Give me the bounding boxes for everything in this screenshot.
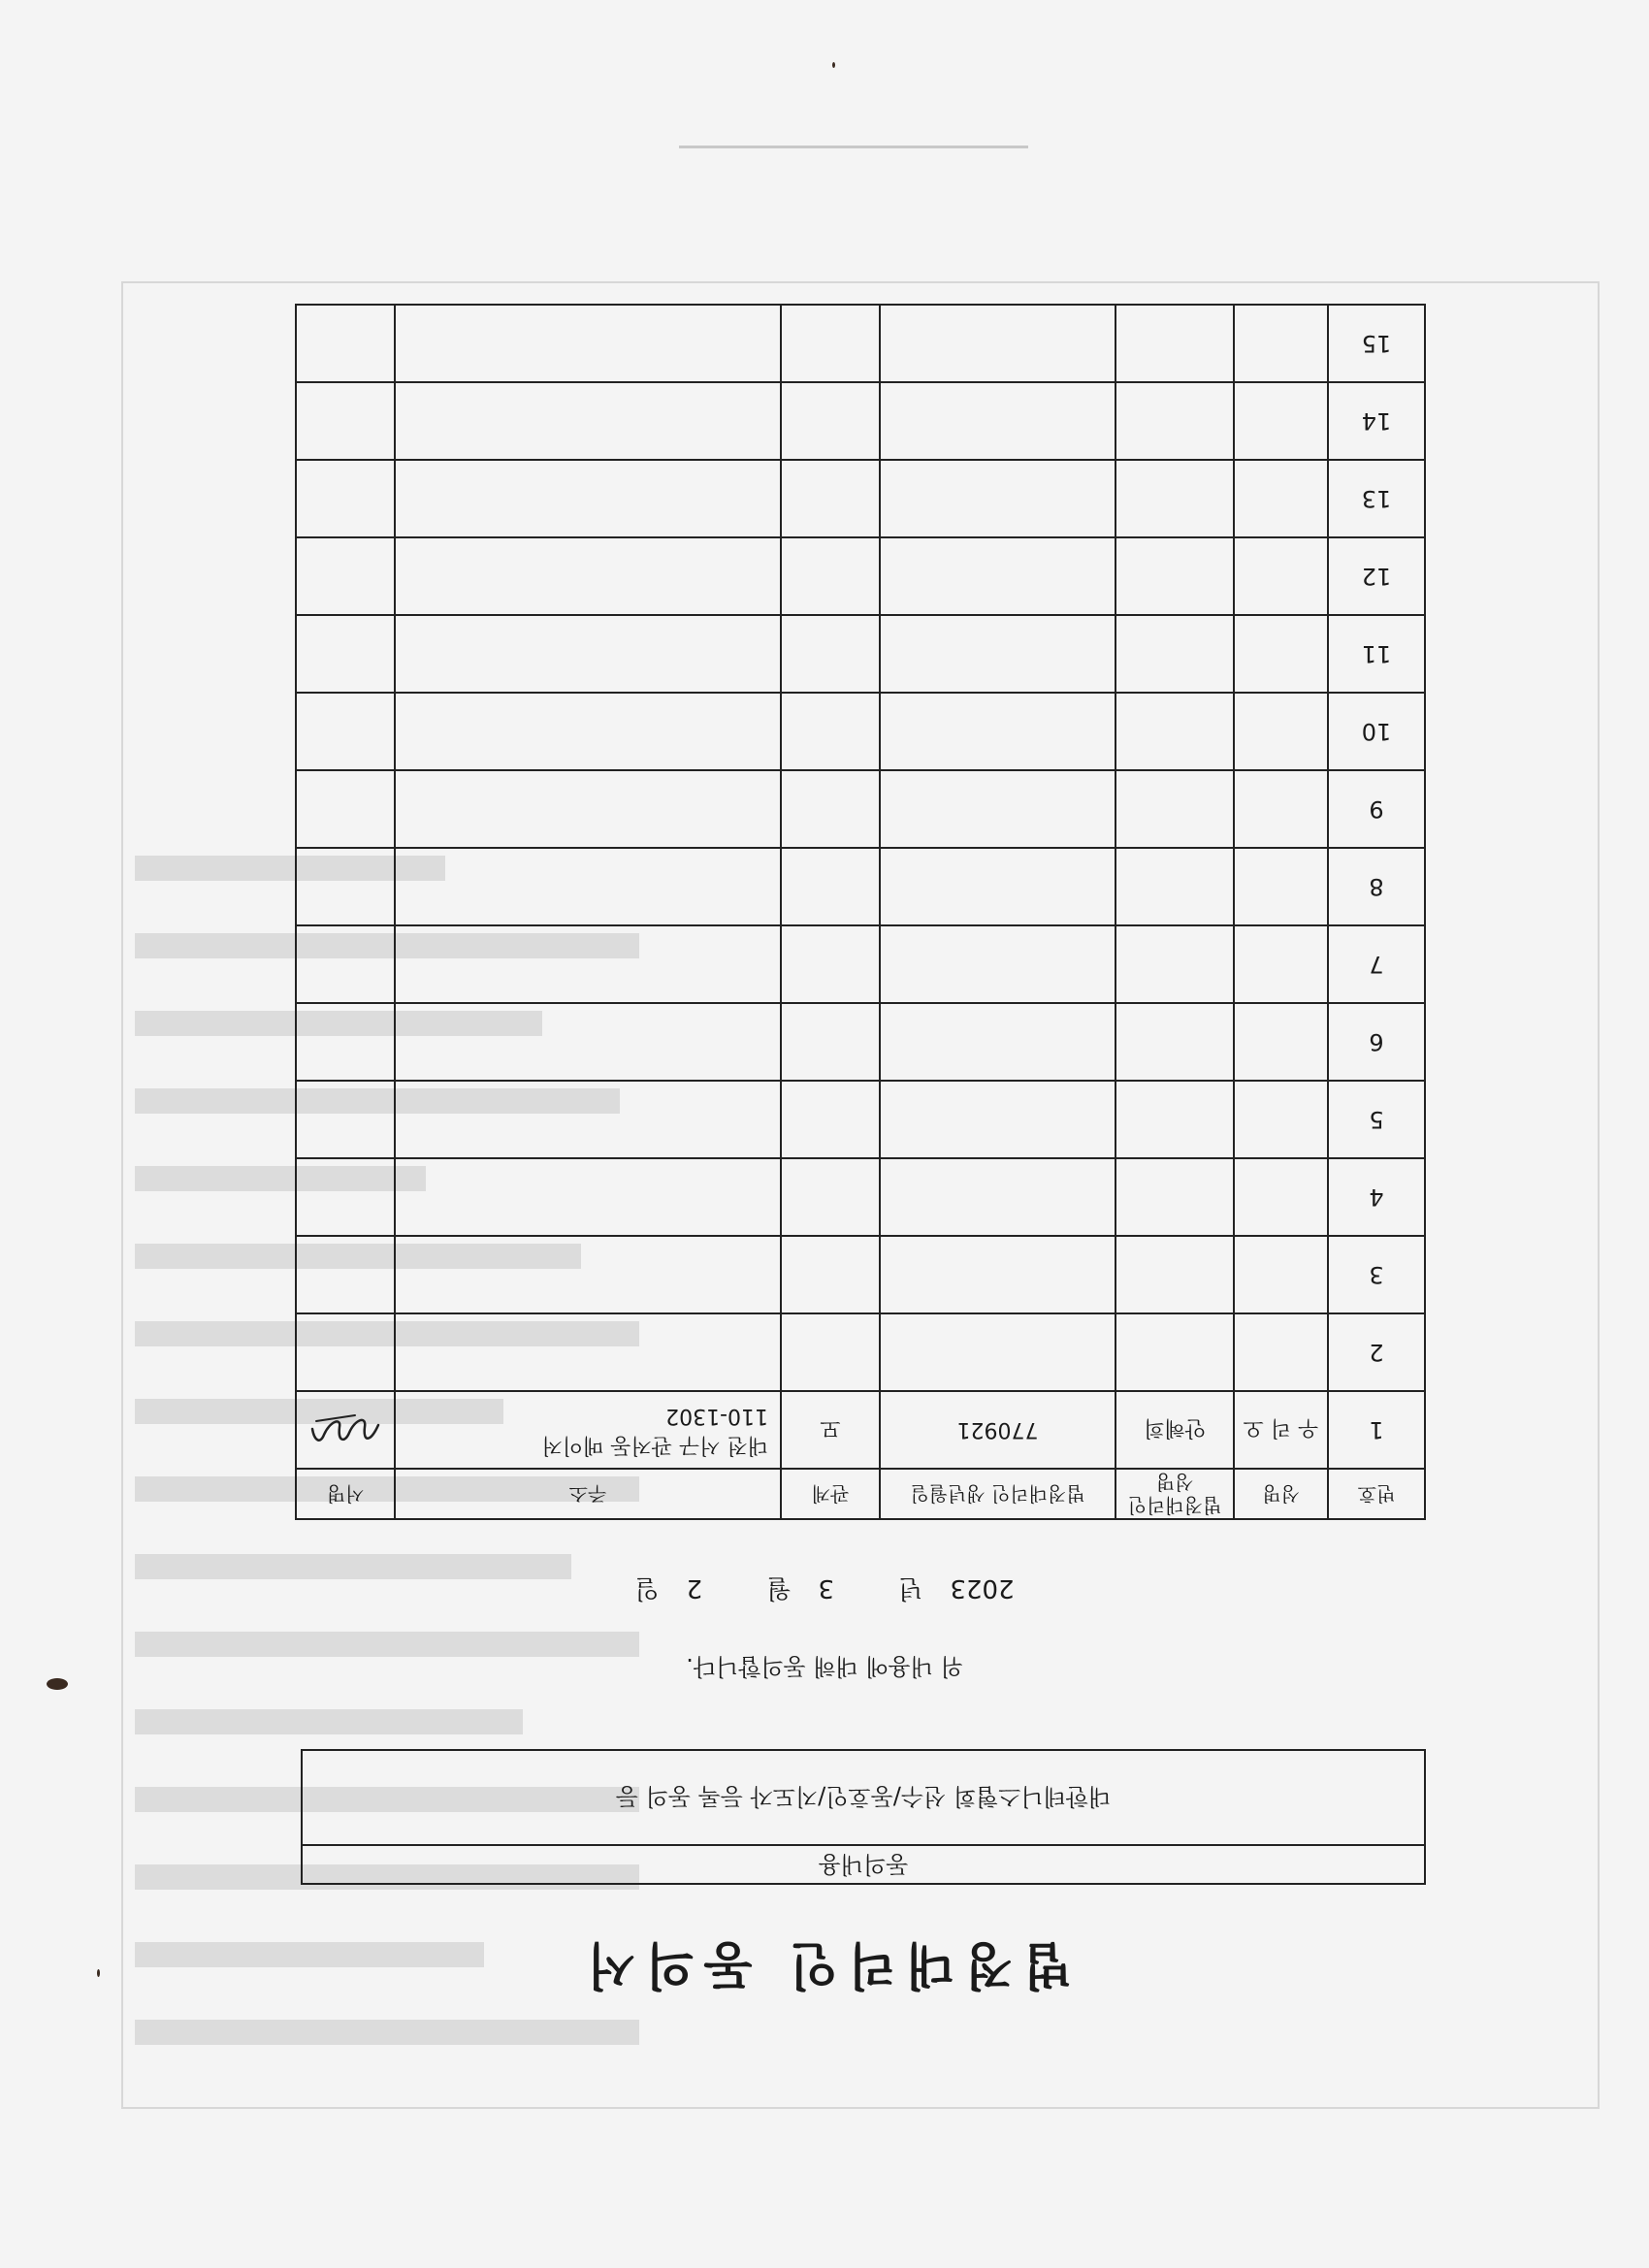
guardian-table [295,304,1426,1520]
scan-speck [97,1969,100,1977]
date-day: 2 [686,1573,703,1603]
row-no: 7 [1328,925,1425,1003]
table-row [296,1081,1425,1158]
header-name: 성명 [1234,1469,1328,1519]
scan-speck [832,62,835,68]
row-no: 9 [1328,770,1425,848]
row-guardian-birth: 770921 [880,1391,1116,1469]
row-name: 우 리 오 [1234,1391,1328,1469]
header-address: 주소 [395,1469,781,1519]
row-no: 1 [1328,1391,1425,1469]
table-row [296,1158,1425,1236]
table-row [296,615,1425,693]
consent-text: 대한테니스협회 선수/동호인/지도자 등록 동의 등 [615,1783,1112,1810]
table-row [296,848,1425,925]
table-header-row [296,1469,1425,1519]
row-no: 13 [1328,460,1425,537]
header-no: 번호 [1328,1469,1425,1519]
row-no: 15 [1328,305,1425,382]
consent-content-box [301,1749,1426,1885]
address-line-2: 110-1302 [665,1404,768,1428]
date-month: 3 [818,1573,835,1603]
row-no: 12 [1328,537,1425,615]
row-no: 2 [1328,1313,1425,1391]
table-row [296,1236,1425,1313]
date-year-unit: 년 [898,1573,923,1603]
table-row [296,537,1425,615]
table-row [296,382,1425,460]
handwritten-signature [307,1406,384,1454]
row-no: 6 [1328,1003,1425,1081]
address-line-1: 대전 서구 관저동 메이저 [541,1433,768,1457]
row-no: 10 [1328,693,1425,770]
date-line [0,1572,1649,1608]
row-no: 4 [1328,1158,1425,1236]
row-relation: 모 [781,1391,880,1469]
row-no: 5 [1328,1081,1425,1158]
table-row [296,770,1425,848]
consent-statement: 위 내용에 대해 동의합니다. [686,1653,963,1680]
date-day-unit: 일 [634,1573,660,1603]
table-row [296,1391,1425,1469]
row-address [395,1391,781,1469]
date-year: 2023 [950,1573,1015,1603]
row-no: 3 [1328,1236,1425,1313]
date-month-unit: 월 [766,1573,792,1603]
header-guardian-birth: 법정대리인 생년월일 [880,1469,1116,1519]
row-guardian-name: 안혜희 [1116,1391,1234,1469]
table-row [296,693,1425,770]
header-guardian-name: 법정대리인 성명 [1116,1469,1234,1519]
header-relation: 관계 [781,1469,880,1519]
table-row [296,305,1425,382]
row-no: 8 [1328,848,1425,925]
form-title: 법정대리인 동의서 [577,1935,1072,1993]
table-row [296,1003,1425,1081]
table-row [296,1313,1425,1391]
row-no: 14 [1328,382,1425,460]
header-signature: 서명 [296,1469,395,1519]
table-row [296,925,1425,1003]
consent-heading: 동의내용 [303,1844,1424,1883]
scan-speck [47,1678,68,1690]
table-row [296,460,1425,537]
row-signature [296,1391,395,1469]
row-no: 11 [1328,615,1425,693]
